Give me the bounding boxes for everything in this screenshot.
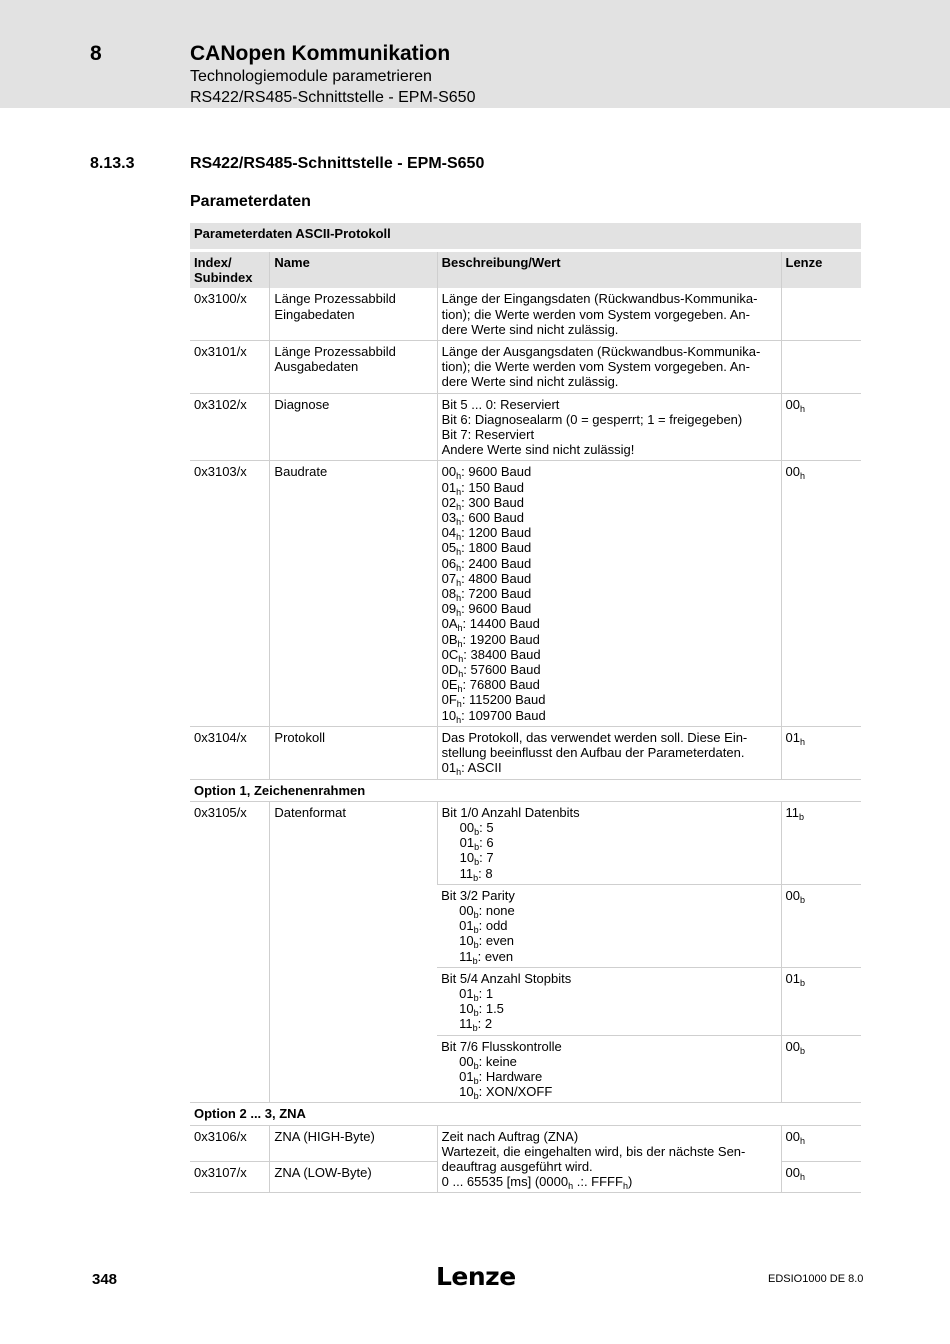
description-cell — [437, 288, 781, 340]
description-line: Wartezeit, die eingehalten wird, bis der nächste Sen- — [441, 1143, 746, 1159]
value-text: : 5 — [479, 819, 494, 835]
value-text: : 38400 Baud — [463, 646, 541, 662]
description-cell — [437, 884, 781, 967]
value-code: 03 — [441, 510, 457, 526]
value-code: 02 — [441, 494, 457, 510]
value-line — [441, 1001, 776, 1019]
name-cell: Datenformat — [270, 801, 437, 1103]
description-line: Länge der Ausgangsdaten (Rückwandbus-Kommunika- — [441, 344, 761, 360]
value-code: 01 — [441, 479, 457, 495]
range-text: .:. FFFF — [573, 1174, 623, 1190]
value-text: : keine — [478, 1053, 517, 1069]
value-line — [441, 1016, 776, 1034]
lenze-suffix: h — [799, 1135, 805, 1146]
value-line — [441, 525, 777, 543]
lenze-cell — [781, 341, 861, 394]
page-number: 348 — [92, 1271, 118, 1288]
value-suffix: h — [456, 699, 462, 710]
name-cell — [270, 288, 437, 340]
value-text: : 1.5 — [478, 1001, 504, 1017]
description-line: Bit 7: Reserviert — [441, 427, 535, 443]
name-line: Eingabedaten — [274, 306, 355, 322]
value-text: : 19200 Baud — [462, 631, 540, 647]
value-suffix: b — [473, 1075, 479, 1086]
table-row-3100 — [190, 288, 861, 340]
lenze-cell — [781, 393, 861, 461]
lenze-value: 01 — [785, 970, 800, 986]
lenze-value: 00 — [785, 887, 800, 903]
value-text: : 109700 Baud — [461, 707, 546, 723]
value-line — [442, 835, 777, 853]
parameter-table — [190, 223, 861, 1193]
value-line — [442, 647, 777, 662]
description-line: deauftrag ausgeführt wird. — [441, 1158, 593, 1174]
lenze-suffix: b — [799, 977, 805, 988]
value-text: : 1 — [478, 985, 494, 1001]
value-text: : 300 Baud — [461, 494, 524, 510]
name-cell — [270, 341, 437, 394]
lenze-value: 00 — [785, 464, 800, 480]
description-cell — [437, 393, 781, 461]
value-suffix: h — [456, 517, 462, 528]
value-line — [441, 949, 776, 964]
value-line — [441, 918, 776, 936]
value-suffix: h — [456, 532, 462, 543]
value-text: : 76800 Baud — [462, 677, 540, 693]
value-line — [441, 986, 776, 1001]
value-line — [441, 586, 777, 604]
option-1-row — [190, 779, 861, 801]
value-suffix: h — [456, 547, 462, 558]
description-cell — [437, 341, 781, 394]
lenze-value: 01 — [785, 729, 800, 745]
description-line: Das Protokoll, das verwendet werden soll. Diese Ein- — [441, 729, 748, 745]
description-line: tion); die Werte werden vom System vorgegeben. An- — [441, 306, 750, 322]
chapter-title: CANopen Kommunikation — [190, 42, 451, 65]
value-text: : odd — [478, 918, 508, 934]
value-text: : 9600 Baud — [461, 601, 532, 617]
description-line — [441, 760, 777, 778]
section-title: RS422/RS485-Schnittstelle - EPM-S650 — [190, 155, 485, 172]
value-text: : 4800 Baud — [461, 570, 532, 586]
name-line: Länge Prozessabbild — [274, 344, 396, 360]
lenze-cell — [781, 967, 861, 1035]
value-line — [442, 571, 777, 586]
range-text: 0 ... 65535 [ms] (0000 — [441, 1174, 569, 1190]
name-cell: Diagnose — [270, 393, 437, 461]
description-line: Bit 6: Diagnosealarm (0 = gesperrt; 1 = freigegeben) — [441, 411, 743, 427]
value-line — [441, 692, 777, 710]
value-line — [442, 632, 777, 647]
index-cell: 0x3101/x — [190, 341, 270, 394]
value-suffix: h — [457, 638, 463, 649]
sub-heading: Parameterdaten — [190, 193, 311, 210]
value-line — [441, 677, 777, 695]
description-cell — [437, 1035, 781, 1103]
description-line: dere Werte sind nicht zulässig. — [441, 321, 619, 337]
value-suffix: h — [456, 577, 462, 588]
value-suffix: b — [473, 992, 479, 1003]
lenze-suffix: h — [799, 403, 805, 414]
name-cell: ZNA (LOW-Byte) — [270, 1161, 437, 1193]
value-text: : even — [478, 933, 515, 949]
value-line — [442, 708, 777, 723]
bit-group-title: Bit 7/6 Flusskontrolle — [441, 1038, 562, 1054]
lenze-logo: Lenze — [436, 1262, 516, 1291]
chapter-number: 8 — [90, 42, 102, 65]
value-code: 10 — [459, 850, 475, 866]
value-suffix: b — [473, 1060, 479, 1071]
value-text: : none — [478, 902, 515, 918]
table-header-row — [190, 251, 861, 289]
lenze-value: 11 — [785, 804, 799, 820]
lenze-cell — [781, 884, 861, 967]
lenze-suffix: h — [799, 1171, 805, 1182]
option-2-row — [190, 1103, 861, 1125]
description-line: Länge der Eingangsdaten (Rückwandbus-Kommunika- — [441, 291, 758, 307]
range-suffix: h — [568, 1181, 574, 1192]
value-code: 00 — [459, 902, 474, 918]
value-line — [442, 820, 777, 835]
value-text: : XON/XOFF — [478, 1084, 553, 1100]
lenze-cell — [781, 726, 861, 779]
lenze-value: 00 — [785, 396, 800, 412]
value-text: : 14400 Baud — [462, 616, 540, 632]
col-header-index — [190, 251, 270, 289]
value-code: 01 — [441, 760, 457, 776]
value-suffix: b — [473, 909, 479, 920]
bit-group-title: Bit 1/0 Anzahl Datenbits — [441, 804, 580, 820]
lenze-suffix: b — [799, 894, 805, 905]
value-text: : 115200 Baud — [461, 692, 546, 708]
value-code: 0C — [441, 646, 459, 662]
value-line — [441, 933, 776, 951]
index-cell: 0x3104/x — [190, 726, 270, 779]
option-2-label: Option 2 ... 3, ZNA — [190, 1103, 861, 1125]
value-code: 10 — [459, 1001, 474, 1017]
value-code: 01 — [459, 1068, 474, 1084]
value-text: : 600 Baud — [461, 510, 524, 526]
value-suffix: b — [472, 1023, 478, 1034]
value-code: 0F — [441, 692, 457, 708]
index-cell: 0x3103/x — [190, 461, 270, 726]
value-suffix: b — [474, 842, 480, 853]
description-cell — [437, 1125, 781, 1193]
value-code: 00 — [459, 819, 475, 835]
index-cell: 0x3106/x — [190, 1125, 270, 1161]
value-suffix: h — [456, 562, 462, 573]
value-suffix: h — [456, 501, 462, 512]
value-suffix: b — [474, 857, 480, 868]
lenze-suffix: b — [799, 811, 805, 822]
value-text: : 6 — [479, 835, 494, 851]
value-code: 0D — [441, 662, 459, 678]
value-suffix: h — [456, 608, 462, 619]
document-id: EDSIO1000 DE 8.0 — [768, 1273, 864, 1285]
value-line — [441, 1069, 776, 1084]
value-line — [441, 616, 777, 634]
value-line — [442, 495, 777, 510]
range-suffix: h — [622, 1181, 628, 1192]
value-suffix: b — [474, 826, 480, 837]
description-line: dere Werte sind nicht zulässig. — [441, 374, 619, 390]
value-code: 10 — [459, 933, 474, 949]
lenze-suffix: b — [799, 1045, 805, 1056]
value-code: 11 — [459, 865, 474, 881]
value-suffix: h — [458, 653, 464, 664]
value-text: : 2 — [477, 1016, 493, 1032]
value-suffix: h — [457, 623, 463, 634]
value-text: : 7 — [479, 850, 494, 866]
value-code: 01 — [459, 985, 474, 1001]
table-caption: Parameterdaten ASCII-Protokoll — [190, 223, 861, 251]
col-header-description: Beschreibung/Wert — [437, 251, 781, 289]
table-row-3101 — [190, 341, 861, 394]
description-line: tion); die Werte werden vom System vorgegeben. An- — [441, 359, 750, 375]
value-suffix: b — [473, 872, 479, 883]
value-code: 11 — [459, 1016, 473, 1032]
value-text: : Hardware — [478, 1068, 543, 1084]
value-suffix: h — [456, 593, 462, 604]
value-code: 0A — [441, 616, 458, 632]
table-row-3104 — [190, 726, 861, 779]
value-line — [442, 556, 777, 571]
value-suffix: b — [473, 940, 479, 951]
value-suffix: h — [456, 471, 462, 482]
table-row-3106 — [190, 1125, 861, 1161]
value-line — [442, 850, 777, 868]
value-code: 0E — [441, 677, 458, 693]
description-line: stellung beeinflusst den Aufbau der Parameterdaten. — [441, 745, 745, 761]
value-line — [441, 1084, 776, 1102]
value-suffix: b — [473, 925, 479, 936]
chapter-subtitle-2: RS422/RS485-Schnittstelle - EPM-S650 — [190, 89, 476, 106]
value-suffix: h — [456, 714, 462, 725]
range-text: ) — [627, 1174, 633, 1190]
description-cell — [437, 726, 781, 779]
value-code: 01 — [459, 918, 474, 934]
value-text: : 8 — [478, 865, 493, 881]
bit-group-title: Bit 5/4 Anzahl Stopbits — [441, 970, 572, 986]
value-code: 09 — [441, 601, 457, 617]
value-text: : even — [477, 948, 514, 964]
value-text: : 2400 Baud — [461, 555, 532, 571]
value-code: 04 — [441, 525, 457, 541]
col-header-index-line-1: Index/ — [194, 255, 232, 270]
name-cell: Baudrate — [270, 461, 437, 726]
col-header-name: Name — [270, 251, 437, 289]
index-cell: 0x3105/x — [190, 801, 270, 1103]
bit-group-title: Bit 3/2 Parity — [441, 887, 515, 903]
lenze-suffix: h — [799, 471, 805, 482]
value-line — [441, 540, 777, 558]
value-text: : ASCII — [461, 760, 502, 776]
value-text: : 7200 Baud — [461, 586, 532, 602]
value-code: 11 — [459, 948, 473, 964]
value-text: : 9600 Baud — [461, 464, 532, 480]
index-cell: 0x3107/x — [190, 1161, 270, 1193]
lenze-cell — [781, 461, 861, 726]
option-1-label: Option 1, Zeichenenrahmen — [190, 779, 861, 801]
name-cell: Protokoll — [270, 726, 437, 779]
value-code: 00 — [459, 1053, 474, 1069]
value-suffix: h — [456, 486, 462, 497]
lenze-cell — [781, 1125, 861, 1161]
value-text: : 150 Baud — [461, 479, 524, 495]
value-line — [441, 903, 776, 918]
baud-rate-list — [441, 464, 777, 725]
lenze-cell — [781, 1161, 861, 1193]
lenze-cell — [781, 288, 861, 340]
index-cell: 0x3102/x — [190, 393, 270, 461]
value-text: : 57600 Baud — [463, 662, 541, 678]
value-suffix: b — [472, 955, 478, 966]
value-text: : 1800 Baud — [461, 540, 532, 556]
value-suffix: h — [456, 767, 462, 778]
value-code: 08 — [441, 586, 457, 602]
description-cell — [437, 801, 781, 884]
chapter-subtitle-1: Technologiemodule parametrieren — [190, 68, 432, 85]
col-header-index-line-2: Subindex — [194, 270, 253, 286]
value-code: 00 — [441, 464, 457, 480]
value-line — [441, 464, 777, 482]
value-code: 07 — [441, 570, 457, 586]
table-row-3103 — [190, 461, 861, 726]
name-line: Ausgabedaten — [274, 359, 359, 375]
lenze-value: 00 — [785, 1164, 800, 1180]
name-cell: ZNA (HIGH-Byte) — [270, 1125, 437, 1161]
value-code: 10 — [441, 707, 457, 723]
value-suffix: b — [473, 1008, 479, 1019]
value-text: : 1200 Baud — [461, 525, 532, 541]
description-cell — [437, 461, 781, 726]
lenze-cell — [781, 1035, 861, 1103]
value-line — [441, 601, 777, 619]
description-line: Zeit nach Auftrag (ZNA) — [441, 1128, 579, 1144]
value-line — [441, 1054, 776, 1069]
description-line: Andere Werte sind nicht zulässig! — [441, 442, 635, 458]
value-code: 06 — [441, 555, 457, 571]
value-line — [441, 662, 777, 680]
description-cell — [437, 967, 781, 1035]
value-line — [442, 866, 777, 881]
value-suffix: h — [458, 669, 464, 680]
table-row-3102 — [190, 393, 861, 461]
value-code: 05 — [441, 540, 457, 556]
value-suffix: b — [473, 1091, 479, 1102]
value-code: 10 — [459, 1084, 474, 1100]
description-line — [441, 1174, 777, 1192]
datenformat-group — [190, 801, 861, 1103]
description-line: Bit 5 ... 0: Reserviert — [441, 396, 560, 412]
lenze-value: 00 — [785, 1038, 800, 1054]
value-line — [441, 510, 777, 528]
section-number: 8.13.3 — [90, 155, 135, 172]
name-line: Länge Prozessabbild — [274, 291, 396, 307]
table-caption-row — [190, 223, 861, 251]
lenze-suffix: h — [799, 736, 805, 747]
col-header-lenze: Lenze — [781, 251, 861, 289]
datenformat-subrow — [190, 801, 861, 884]
value-code: 01 — [459, 835, 475, 851]
value-code: 0B — [441, 631, 458, 647]
lenze-cell — [781, 801, 861, 884]
value-line — [442, 480, 777, 495]
value-suffix: h — [457, 684, 463, 695]
lenze-value: 00 — [785, 1128, 800, 1144]
index-cell: 0x3100/x — [190, 288, 270, 340]
